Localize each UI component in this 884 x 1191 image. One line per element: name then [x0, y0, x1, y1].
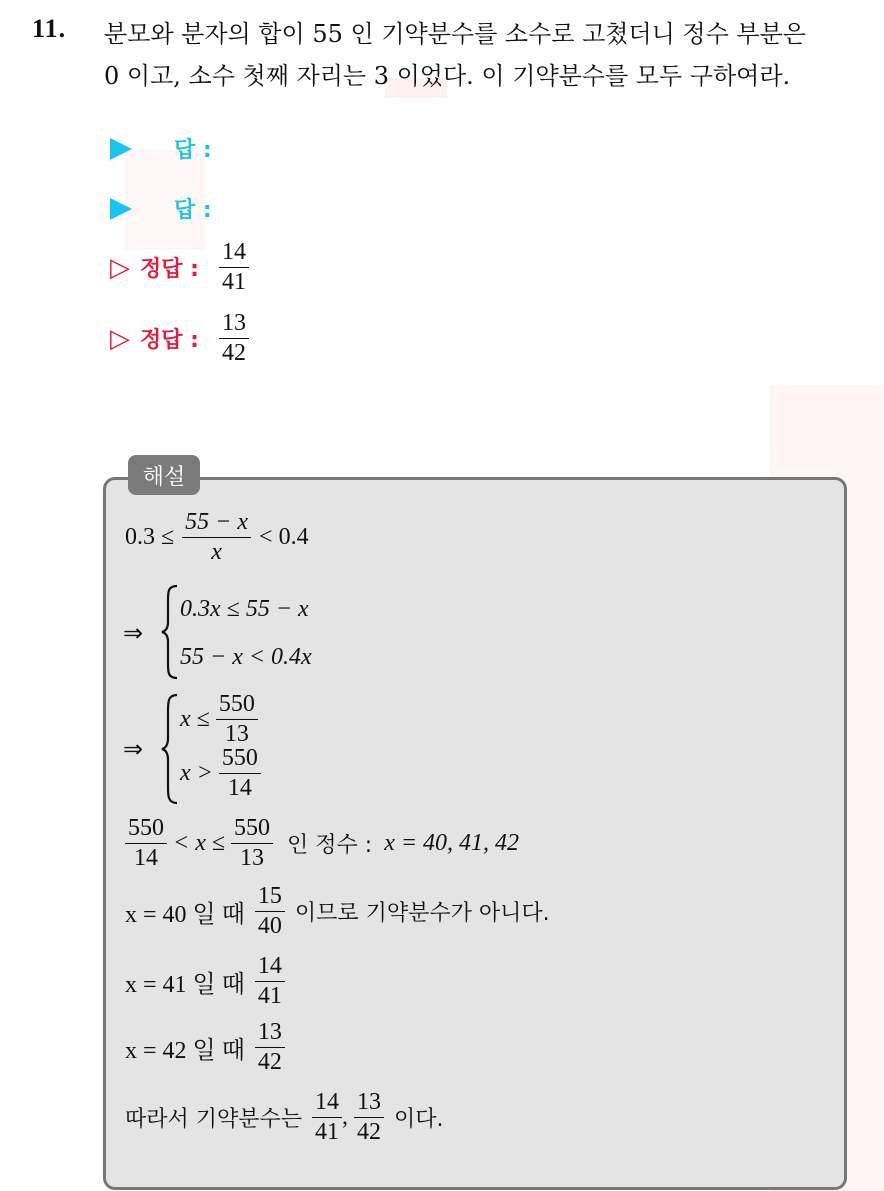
- system-1-line-1: 0.3x ≤ 55 − x: [180, 596, 309, 622]
- answer-key-row: [110, 311, 249, 366]
- numerator: 55 − x: [182, 510, 251, 538]
- range-text: 인 정수 :: [287, 833, 373, 859]
- range-upper-fraction: [231, 816, 273, 871]
- denominator: 13: [224, 721, 249, 748]
- answer-label: 답 :: [174, 198, 212, 223]
- denominator: 42: [221, 340, 246, 367]
- system-2-arrow: ⇒: [123, 737, 144, 763]
- case-41-prefix: x = 41 일 때: [125, 972, 245, 999]
- ineq-right: < 0.4: [259, 524, 309, 551]
- range-middle: < x ≤: [173, 830, 226, 857]
- numerator: 13: [219, 311, 249, 339]
- answer-key-label: 정답 :: [140, 328, 199, 354]
- system-1-arrow: ⇒: [123, 621, 144, 647]
- numerator: 550: [231, 816, 273, 844]
- case-42: [125, 1020, 285, 1075]
- question-line-2: 0 이고, 소수 첫째 자리는 3 이었다. 이 기약분수를 모두 구하여라.: [104, 62, 791, 90]
- system-1-line-2: 55 − x < 0.4x: [180, 644, 312, 670]
- play-icon: [110, 138, 132, 160]
- answer-label: 답 :: [174, 138, 212, 163]
- case-40-fraction: [255, 884, 285, 939]
- denominator: 41: [257, 983, 282, 1010]
- range-lower-fraction: [125, 816, 167, 871]
- case-40-suffix: 이므로 기약분수가 아니다.: [294, 901, 550, 927]
- denominator: 41: [221, 269, 246, 296]
- denominator: 13: [240, 845, 265, 872]
- sys2-l2-fraction: [219, 746, 261, 801]
- numerator: 550: [125, 816, 167, 844]
- answer-row[interactable]: [110, 133, 212, 164]
- numerator: 14: [255, 954, 285, 982]
- numerator: 15: [255, 884, 285, 912]
- triangle-outline-icon: ▷: [110, 323, 130, 354]
- denominator: 40: [257, 913, 282, 940]
- question-number: 11.: [32, 14, 67, 43]
- numerator: 14: [219, 240, 249, 268]
- case-41-fraction: [255, 954, 285, 1009]
- case-40: [125, 884, 550, 939]
- numerator: 550: [219, 746, 261, 774]
- left-brace-icon: [160, 584, 180, 680]
- answer-fraction: [219, 240, 249, 295]
- sys2-l1-fraction: [216, 692, 258, 747]
- numerator: 550: [216, 692, 258, 720]
- solution-tag: 해설: [128, 455, 200, 495]
- answer-key-label: 정답 :: [140, 257, 199, 283]
- denominator: 41: [315, 1119, 340, 1146]
- case-40-prefix: x = 40 일 때: [125, 902, 245, 929]
- case-41: [125, 954, 285, 1009]
- ineq-left: 0.3 ≤: [125, 524, 175, 551]
- conclusion-fraction-2: [354, 1090, 384, 1145]
- conclusion-separator: ,: [342, 1104, 349, 1131]
- solution-range: [125, 816, 519, 871]
- denominator: 14: [134, 845, 158, 872]
- conclusion-prefix: 따라서 기약분수는: [125, 1107, 303, 1133]
- numerator: 14: [312, 1090, 342, 1118]
- sys2-l2-prefix: x >: [180, 760, 213, 787]
- numerator: 13: [255, 1020, 285, 1048]
- denominator: 42: [257, 1049, 282, 1076]
- range-result: x = 40, 41, 42: [384, 830, 520, 857]
- left-brace-icon: [160, 693, 180, 805]
- conclusion-fraction-1: [312, 1090, 342, 1145]
- numerator: 13: [354, 1090, 384, 1118]
- denominator: x: [211, 539, 222, 566]
- solution-conclusion: [125, 1090, 444, 1145]
- system-2-line-2: [180, 746, 261, 801]
- answer-row[interactable]: [110, 193, 212, 224]
- answer-key-row: [110, 240, 249, 295]
- solution-inequality: [125, 510, 309, 565]
- ineq-fraction: [182, 510, 251, 565]
- denominator: 42: [357, 1119, 382, 1146]
- system-2-line-1: [180, 692, 258, 747]
- question-line-1: 분모와 분자의 합이 55 인 기약분수를 소수로 고쳤더니 정수 부분은: [104, 20, 806, 48]
- play-icon: [110, 198, 132, 220]
- answer-fraction: [219, 311, 249, 366]
- case-42-prefix: x = 42 일 때: [125, 1038, 245, 1065]
- sys2-l1-prefix: x ≤: [180, 706, 210, 733]
- conclusion-suffix: 이다.: [394, 1107, 444, 1133]
- triangle-outline-icon: ▷: [110, 252, 130, 283]
- case-42-fraction: [255, 1020, 285, 1075]
- denominator: 14: [227, 775, 252, 802]
